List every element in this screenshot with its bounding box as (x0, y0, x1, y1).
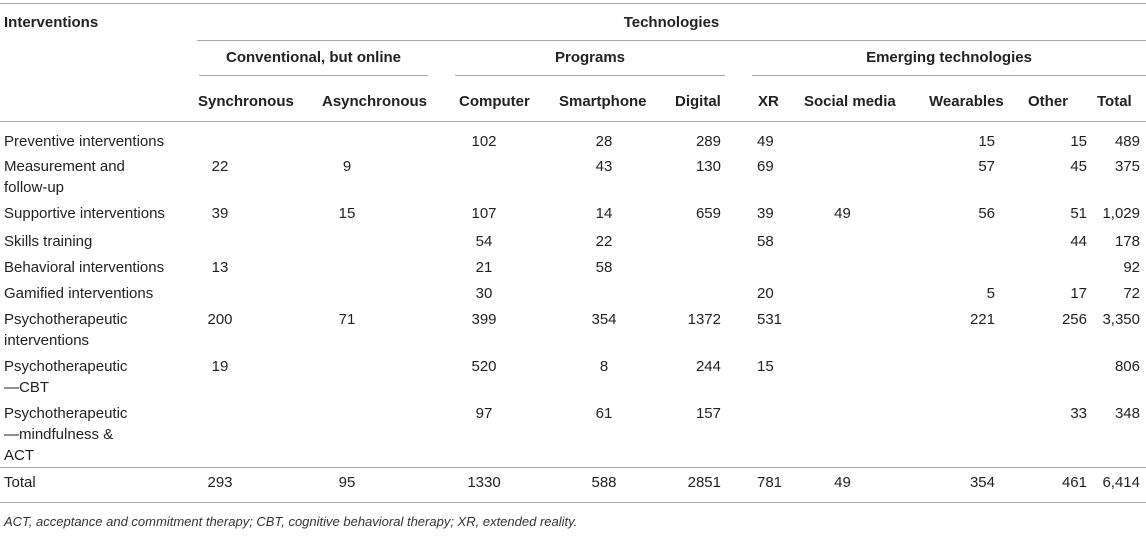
table-cell: 15 (757, 358, 774, 375)
table-cell: 200 (207, 311, 233, 328)
table-cell (800, 122, 927, 152)
table-row (0, 199, 1146, 227)
row-label: Measurement and follow-up (4, 158, 125, 196)
table-cell (297, 227, 455, 253)
table-cell (197, 227, 297, 253)
table-cell: 39 (757, 205, 774, 222)
table-cell: 1330 (455, 467, 555, 503)
table-cell: 107 (471, 205, 497, 222)
table-cell: 39 (211, 205, 229, 222)
table-cell: 15 (1070, 133, 1087, 150)
table-cell (297, 122, 455, 152)
table-cell: 14 (595, 205, 613, 222)
table-row (0, 399, 1146, 467)
col-social-media: Social media (800, 83, 927, 122)
table-row (0, 227, 1146, 253)
table-cell: 72 (1123, 285, 1140, 302)
table-cell (927, 227, 1022, 253)
table-cell: 13 (211, 259, 229, 276)
table-cell: 461 (1022, 467, 1097, 503)
table-cell: 102 (471, 133, 497, 150)
table-cell (752, 253, 800, 279)
table-cell (655, 227, 752, 253)
table-cell (800, 227, 927, 253)
table-cell: 348 (1114, 405, 1140, 422)
table-cell: 61 (595, 405, 613, 422)
table-cell: 49 (757, 133, 774, 150)
table-cell: 659 (695, 205, 721, 222)
row-label: Skills training (4, 233, 93, 250)
table-cell: 489 (1114, 133, 1140, 150)
interventions-header: Interventions (0, 3, 197, 41)
table-cell (800, 352, 927, 399)
table-cell (297, 352, 455, 399)
table-cell (800, 399, 927, 467)
table-cell (197, 122, 297, 152)
group-header-conventional: Conventional, but online (197, 41, 455, 83)
table-cell: 21 (475, 259, 493, 276)
table-cell: 354 (927, 467, 1022, 503)
table-cell: 22 (211, 158, 229, 175)
table-cell (555, 279, 655, 305)
table-cell: 531 (757, 311, 783, 328)
col-xr: XR (752, 83, 800, 122)
table-cell: 71 (338, 311, 356, 328)
table-cell: 6,414 (1097, 467, 1146, 503)
table-cell: 15 (978, 133, 995, 150)
col-total: Total (1097, 83, 1146, 122)
table-cell: 58 (757, 233, 774, 250)
table-cell: 806 (1114, 358, 1140, 375)
table-row (0, 152, 1146, 199)
table-cell (927, 253, 1022, 279)
table-cell: 58 (595, 259, 613, 276)
table-cell (1022, 253, 1097, 279)
table-cell: 92 (1123, 259, 1140, 276)
table-row (0, 122, 1146, 152)
table-cell: 244 (695, 358, 721, 375)
table-cell: 289 (695, 133, 721, 150)
col-smartphone: Smartphone (555, 83, 655, 122)
table-cell: 354 (591, 311, 617, 328)
header-row-2 (0, 41, 1146, 83)
col-synchronous: Synchronous (197, 83, 297, 122)
table-cell: 399 (471, 311, 497, 328)
interventions-table (0, 3, 1146, 503)
row-label: Supportive interventions (4, 205, 165, 222)
table-body (0, 122, 1146, 503)
table-cell: 22 (595, 233, 613, 250)
table-cell: 20 (757, 285, 774, 302)
total-row (0, 467, 1146, 503)
table-cell: 1,029 (1102, 205, 1140, 222)
table-cell (927, 352, 1022, 399)
table-cell: 43 (595, 158, 613, 175)
table-cell: 157 (695, 405, 721, 422)
table-row (0, 279, 1146, 305)
table-cell (455, 152, 555, 199)
table-cell (297, 253, 455, 279)
table-cell: 51 (1070, 205, 1087, 222)
table-cell: 97 (475, 405, 493, 422)
table-cell: 19 (211, 358, 229, 375)
row-label: Psychotherapeutic interventions (4, 311, 128, 349)
row-label: Total (0, 467, 197, 503)
table-cell: 520 (471, 358, 497, 375)
row-label: Gamified interventions (4, 285, 154, 302)
table-cell: 57 (978, 158, 995, 175)
table-cell: 15 (338, 205, 356, 222)
table-cell (297, 399, 455, 467)
table-cell (655, 253, 752, 279)
group-header-programs: Programs (455, 41, 752, 83)
table-cell: 2851 (655, 467, 752, 503)
table-cell: 256 (1061, 311, 1087, 328)
table-cell: 30 (475, 285, 493, 302)
table-cell (800, 279, 927, 305)
table-cell: 45 (1070, 158, 1087, 175)
table-cell (927, 399, 1022, 467)
table-cell (197, 399, 297, 467)
table-cell: 293 (197, 467, 297, 503)
table-cell: 9 (342, 158, 352, 175)
table-cell: 49 (834, 205, 851, 222)
row-label: Psychotherapeutic—mindfulness & ACT (4, 405, 128, 464)
table-cell: 8 (599, 358, 609, 375)
table-cell: 588 (555, 467, 655, 503)
header-row-3 (0, 83, 1146, 122)
col-asynchronous: Asynchronous (297, 83, 455, 122)
row-label: Behavioral interventions (4, 259, 165, 276)
table-cell (800, 253, 927, 279)
table-cell (655, 279, 752, 305)
table-cell (297, 279, 455, 305)
table-cell: 56 (978, 205, 995, 222)
table-cell (1022, 352, 1097, 399)
table-cell: 33 (1070, 405, 1087, 422)
header-row-1 (0, 3, 1146, 41)
table-row (0, 305, 1146, 352)
table-cell: 95 (297, 467, 455, 503)
table-cell: 3,350 (1102, 311, 1140, 328)
col-other: Other (1022, 83, 1097, 122)
table-row (0, 352, 1146, 399)
table-cell (197, 279, 297, 305)
table-cell: 130 (695, 158, 721, 175)
group-header-emerging: Emerging technologies (752, 41, 1146, 83)
table-cell: 178 (1114, 233, 1140, 250)
table-cell (800, 305, 927, 352)
table-cell: 49 (800, 467, 927, 503)
col-digital: Digital (655, 83, 752, 122)
technologies-header: Technologies (197, 3, 1146, 41)
table-cell (800, 152, 927, 199)
table-cell: 44 (1070, 233, 1087, 250)
col-computer: Computer (455, 83, 555, 122)
table-row (0, 253, 1146, 279)
table-cell: 221 (969, 311, 995, 328)
table-cell: 781 (752, 467, 800, 503)
table-cell (752, 399, 800, 467)
table-cell: 1372 (687, 311, 721, 328)
table-cell: 375 (1114, 158, 1140, 175)
table-cell: 5 (986, 285, 995, 302)
row-label: Preventive interventions (4, 133, 165, 150)
table-cell: 17 (1070, 285, 1087, 302)
table-cell: 69 (757, 158, 774, 175)
table-cell: 54 (475, 233, 493, 250)
table-cell: 28 (595, 133, 613, 150)
col-wearables: Wearables (927, 83, 1022, 122)
table-footnote: ACT, acceptance and commitment therapy; CBT, cognitive behavioral therapy; XR, extended reality. (4, 514, 578, 529)
row-label: Psychotherapeutic—CBT (4, 358, 128, 396)
